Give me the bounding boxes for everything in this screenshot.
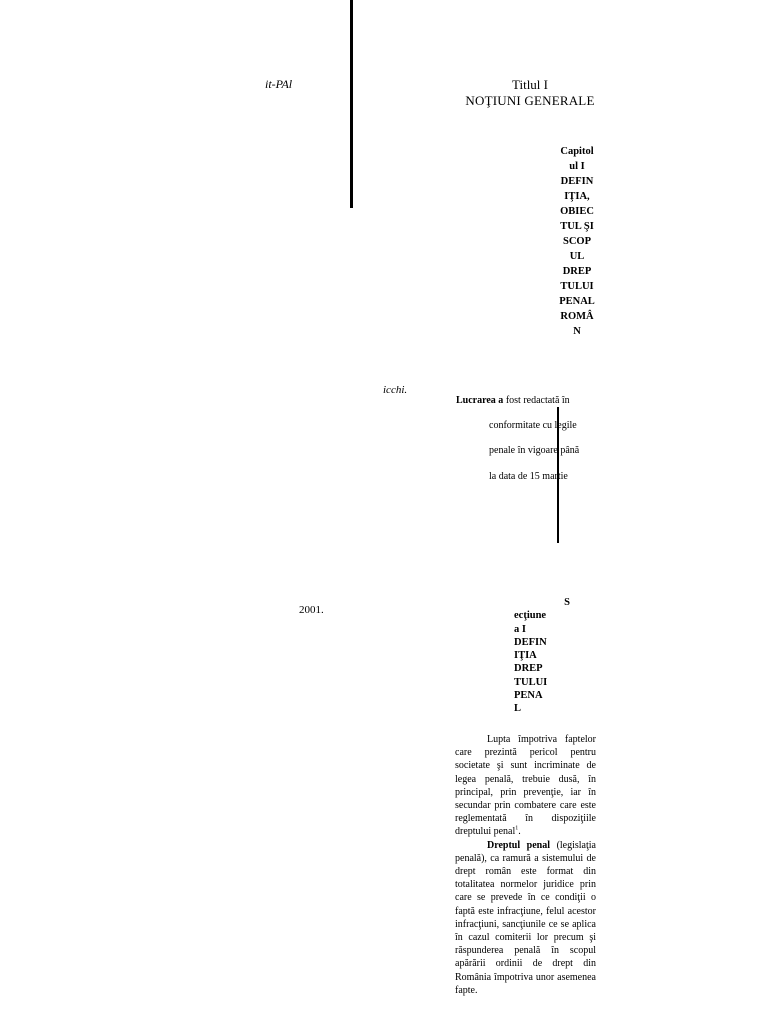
chapter-line: ul I — [569, 161, 585, 172]
section-line: ecţiune — [514, 610, 547, 622]
chapter-line: IŢIA, — [564, 191, 590, 202]
chapter-heading — [553, 144, 601, 339]
chapter-line: TUL ŞI — [560, 221, 594, 232]
chapter-line: DEFIN — [560, 176, 594, 187]
paragraph-prevention — [455, 733, 596, 839]
chapter-line: ROMÂ — [560, 311, 594, 322]
note-line-4: la data de 15 martie — [489, 471, 568, 482]
title-heading: NOŢIUNI GENERALE — [465, 93, 595, 108]
chapter-line: PENAL — [559, 296, 595, 307]
chapter-line: TULUI — [560, 281, 594, 292]
fragment-year: 2001. — [299, 604, 324, 616]
chapter-line: DREP — [562, 266, 592, 277]
paragraph-1-text: Lupta împotriva faptelor care prezintă pericol pentru societate şi sunt incriminate de legea penală, trebuie dusă, în principal, prin prevenţie, iar în secundar prin combatere care este reglementată în dispoziţiile dreptului penal — [455, 734, 596, 838]
section-line: DEFIN — [514, 636, 547, 648]
chapter-line: SCOP — [562, 236, 591, 247]
vertical-rule-left — [350, 0, 353, 208]
section-line: TULUI — [514, 676, 548, 688]
chapter-line: Capitol — [560, 146, 594, 157]
note-line-1 — [456, 395, 570, 406]
section-line: IŢIA — [514, 650, 537, 662]
section-line: L — [514, 703, 522, 715]
title-label: Titlul I — [511, 77, 548, 92]
section-line: S — [564, 597, 570, 608]
paragraph-definition — [455, 839, 596, 997]
section-line: DREP — [514, 663, 543, 675]
chapter-line: OBIEC — [560, 206, 594, 217]
paragraph-2-lead: Dreptul penal — [487, 839, 551, 851]
fragment-top-left: it-PAl — [265, 77, 293, 91]
chapter-line: N — [573, 326, 581, 337]
section-line: a I — [514, 623, 526, 635]
note-line-1-rest: fost redactată în — [503, 395, 570, 406]
body-text — [455, 733, 596, 997]
paragraph-2-text: (legislaţia penală), ca ramură a sistemului de drept român este format din totalitatea normelor juridice prin care se prevede în ce condiţii o faptă este infracţiune, felul acestor infracţiuni, sancţiunile ce se aplica în cazul comiterii lor precum şi răspunderea penală în scopul apărării ordinii de drept din România împotriva unor asemenea fapte. — [455, 839, 596, 996]
paragraph-1-end: . — [518, 826, 521, 838]
note-line-2: conformitate cu legile — [489, 420, 577, 431]
footnote-marker: 1 — [515, 826, 519, 833]
note-lead: Lucrarea a — [456, 395, 504, 406]
section-line: PENA — [514, 690, 543, 702]
note-line-3: penale în vigoare până — [489, 445, 580, 456]
fragment-middle-left: icchi. — [383, 384, 408, 396]
section-heading — [514, 596, 574, 716]
chapter-line: UL — [569, 251, 585, 262]
